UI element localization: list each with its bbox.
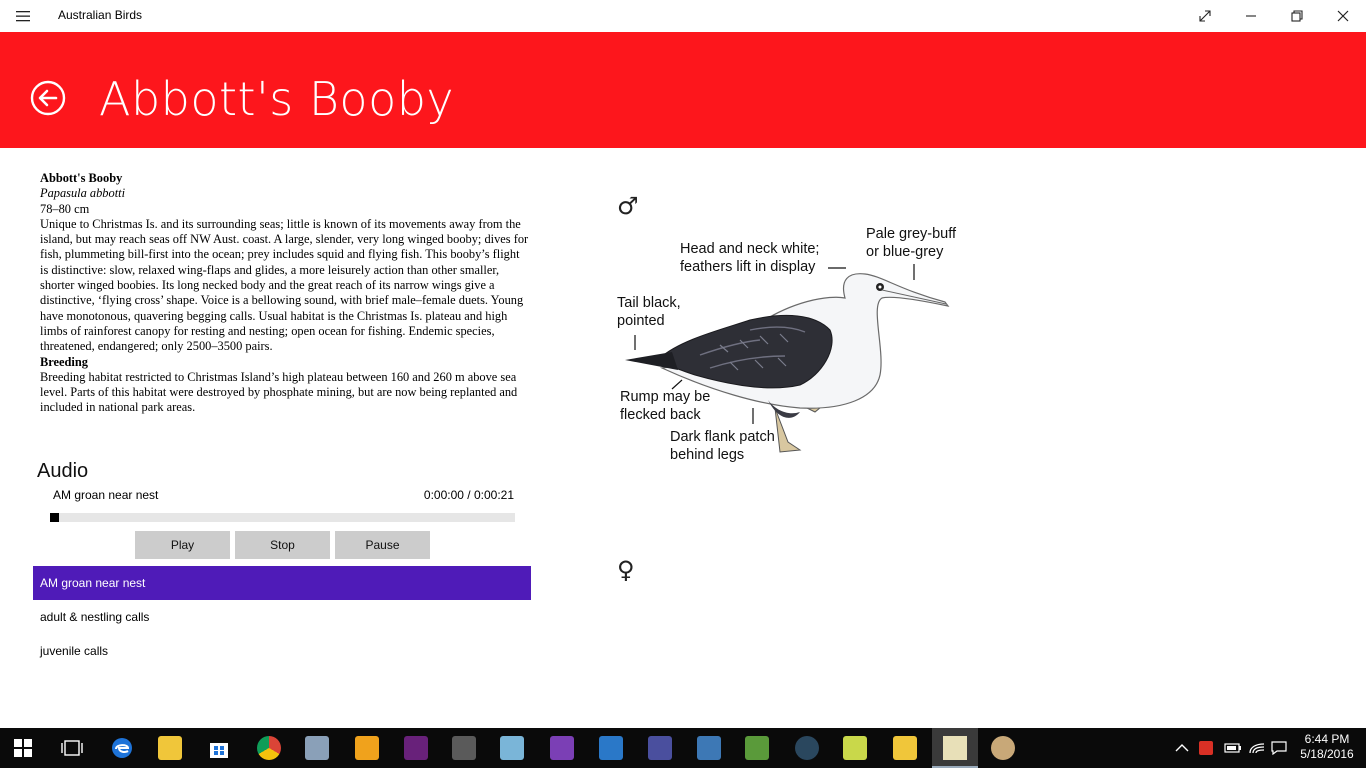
chrome-icon[interactable] <box>257 736 281 760</box>
track-list-item[interactable]: AM groan near nest <box>33 566 531 600</box>
audio-progress-bar[interactable] <box>50 513 515 522</box>
taskbar <box>0 728 1366 768</box>
australian-birds-app-icon <box>943 736 967 760</box>
tray-antivirus-icon[interactable] <box>1199 728 1217 768</box>
store-icon[interactable] <box>207 736 231 760</box>
label-flank: Dark flank patch behind legs <box>670 429 775 463</box>
label-rump: Rump may be flecked back <box>620 389 711 423</box>
visual-studio-icon[interactable] <box>404 736 428 760</box>
back-arrow-icon <box>30 80 66 116</box>
bird-illustration <box>600 180 1000 600</box>
label-tail: Tail black, pointed <box>617 295 681 329</box>
clock-time: 6:44 PM <box>1304 732 1350 746</box>
app-icon-5[interactable] <box>893 736 917 760</box>
battery-icon[interactable] <box>1224 728 1242 768</box>
hamburger-menu-button[interactable] <box>8 0 38 32</box>
infinity-icon[interactable] <box>648 736 672 760</box>
label-head: Head and neck white; feathers lift in display <box>680 241 820 275</box>
app-title: Australian Birds <box>58 8 143 22</box>
app-icon-3[interactable] <box>697 736 721 760</box>
hamburger-icon <box>16 10 30 22</box>
label-bill: Pale grey-buff or blue-grey <box>866 226 957 260</box>
app-icon-2[interactable] <box>500 736 524 760</box>
windows-logo-icon <box>14 739 32 757</box>
active-app-highlight[interactable] <box>932 728 978 768</box>
play-button[interactable]: Play <box>135 531 230 559</box>
stop-button[interactable]: Stop <box>235 531 330 559</box>
close-button[interactable] <box>1326 0 1360 32</box>
vs-code-icon[interactable] <box>599 736 623 760</box>
task-view-icon <box>60 736 84 760</box>
task-view-button[interactable] <box>60 736 84 760</box>
breeding-text: Breeding habitat restricted to Christmas Island’s high plateau between 160 and 260 m above sea level. Parts of this habitat were destroyed by phosphate mining, but are now being replanted and included in national park areas. <box>40 369 518 415</box>
minimize-button[interactable] <box>1234 0 1268 32</box>
male-symbol: ♂ <box>617 192 639 220</box>
file-explorer-icon[interactable] <box>158 736 182 760</box>
track-list-item[interactable]: juvenile calls <box>40 644 109 658</box>
description-body: Unique to Christmas Is. and its surrounding seas; little is known of its movements away from the island, but may reach seas off NW Aust. coast. A large, slender, very long winged booby; dives for fish, plummeting bill-first into the ocean; prey includes squid and flying fish. This booby’s flight is distinctive: slow, relaxed wing-flaps and glides, a more leisurely action than other smaller, shorter winged boobies. Its long necked body and the great reach of its narrow wings give a distinctive, ‘flying cross’ shape. Voice is a bellowing sound, with brief male–female duets. Young have monotonous, quavering begging calls. Usual habitat is the Christmas Is. plateau and high limbs of rainforest canopy for resting and nesting; open ocean for fishing. Endemic species, threatened, endangered; only 2500–3500 pairs. <box>40 216 529 354</box>
current-track-name: AM groan near nest <box>53 488 159 502</box>
breeding-heading: Breeding <box>40 354 88 369</box>
species-size: 78–80 cm <box>40 201 90 216</box>
close-icon <box>1337 10 1349 22</box>
restore-icon <box>1291 10 1303 22</box>
track-time: 0:00:00 / 0:00:21 <box>423 488 514 502</box>
female-symbol: ♀ <box>617 556 635 584</box>
species-name: Abbott's Booby <box>40 171 123 185</box>
audio-heading: Audio <box>37 460 89 482</box>
visual-studio-2-icon[interactable] <box>550 736 574 760</box>
pause-button[interactable]: Pause <box>335 531 430 559</box>
clock-date: 5/18/2016 <box>1300 747 1354 761</box>
wifi-icon[interactable] <box>1248 728 1266 768</box>
outlook-icon[interactable] <box>355 736 379 760</box>
paint-icon[interactable] <box>991 736 1015 760</box>
folder-icon[interactable] <box>843 736 867 760</box>
expand-icon <box>1199 10 1211 22</box>
progress-thumb[interactable] <box>50 513 59 522</box>
tools-icon[interactable] <box>452 736 476 760</box>
page-title: Abbott's Booby <box>99 72 455 126</box>
back-button[interactable] <box>30 80 66 116</box>
title-bar <box>0 0 1366 32</box>
species-description <box>40 171 530 416</box>
tray-chevron-up-icon[interactable] <box>1175 728 1191 768</box>
page-header <box>0 32 1366 148</box>
track-list-item[interactable]: adult & nestling calls <box>40 610 150 624</box>
app-icon-4[interactable] <box>745 736 769 760</box>
fullscreen-button[interactable] <box>1188 0 1222 32</box>
action-center-icon[interactable] <box>1271 728 1289 768</box>
minimize-icon <box>1245 10 1257 22</box>
system-clock[interactable] <box>1300 732 1354 762</box>
app-icon-1[interactable] <box>305 736 329 760</box>
start-button[interactable] <box>14 739 32 757</box>
steam-icon[interactable] <box>795 736 819 760</box>
scientific-name: Papasula abbotti <box>40 186 126 201</box>
restore-button[interactable] <box>1280 0 1314 32</box>
edge-icon[interactable] <box>110 736 134 760</box>
